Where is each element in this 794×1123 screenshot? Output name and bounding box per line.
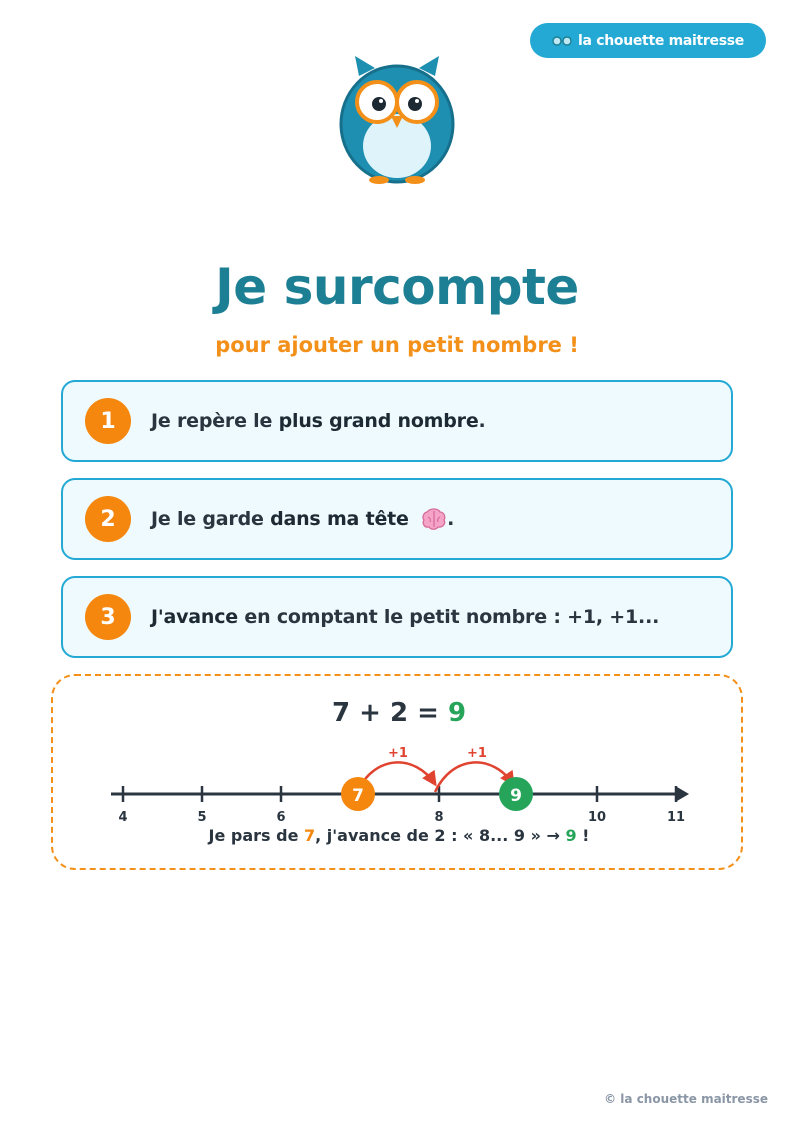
number-line-tick-label: 8 (434, 810, 444, 825)
number-line-tick-label: 11 (666, 810, 686, 825)
step-text: J'avance en comptant le petit nombre : +1, +1... (151, 606, 660, 628)
footer-copyright: © la chouette maitresse (604, 1092, 768, 1106)
step-number: 1 (85, 398, 131, 444)
page-title: Je surcompte (215, 258, 579, 316)
brand-badge (530, 23, 766, 58)
number-line-arrow-head (677, 787, 689, 801)
step-number: 3 (85, 594, 131, 640)
example-equation: 7 + 2 = 9 (331, 698, 467, 728)
number-line-tick-label: 10 (587, 810, 607, 825)
step-3-card (61, 576, 733, 658)
step-text: Je repère le plus grand nombre. (151, 410, 486, 432)
owl-mascot-icon (337, 54, 457, 186)
number-line-tick-label: 4 (118, 810, 128, 825)
hop-label: +1 (388, 746, 408, 761)
number-line-tick-label: 5 (197, 810, 207, 825)
example-caption: Je pars de 7, j'avance de 2 : « 8... 9 » → 9 ! (208, 826, 590, 845)
step-text: Je le garde dans ma tête . (151, 508, 455, 530)
brain-icon (421, 508, 447, 530)
glasses-icon (552, 36, 572, 46)
number-line-tick-label: 6 (276, 810, 286, 825)
brand-label: la chouette maitresse (577, 32, 744, 49)
start-marker-label: 7 (352, 786, 364, 806)
end-marker-label: 9 (510, 786, 522, 806)
hop-label: +1 (467, 746, 487, 761)
step-2-card (61, 478, 733, 560)
step-number: 2 (85, 496, 131, 542)
page-subtitle: pour ajouter un petit nombre ! (215, 333, 579, 357)
step-1-card (61, 380, 733, 462)
example-box (51, 674, 743, 870)
